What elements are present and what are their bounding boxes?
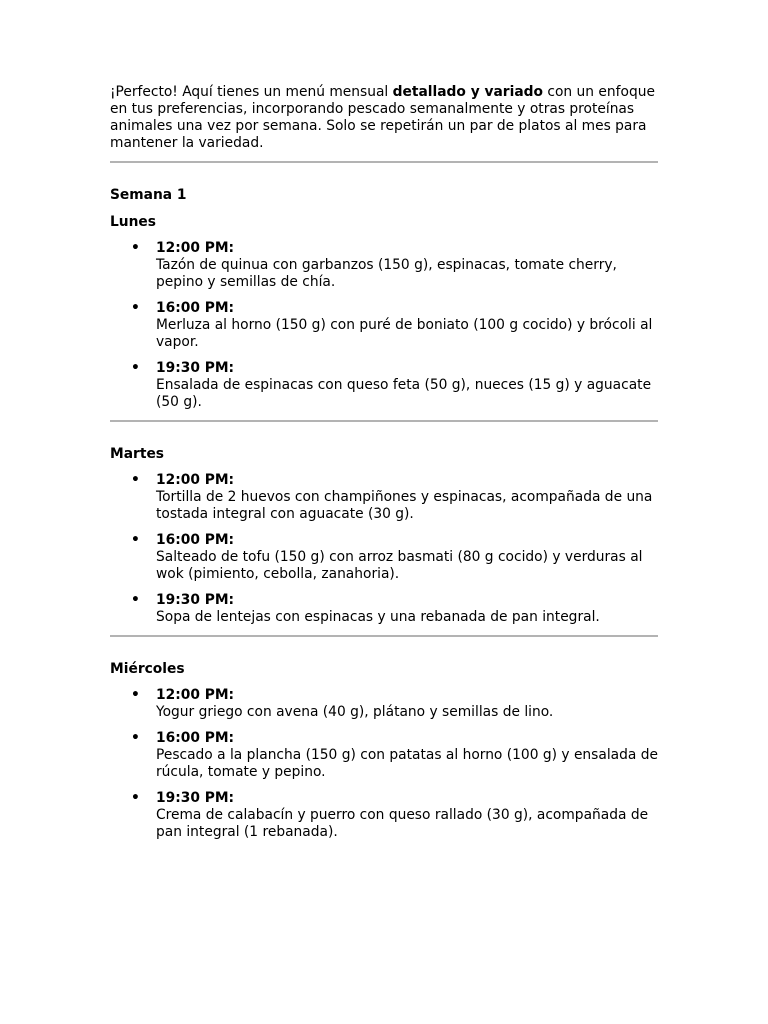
meal-time: 16:00 PM:: [156, 730, 235, 746]
divider: [110, 635, 658, 637]
meal-time: 19:30 PM:: [156, 790, 235, 806]
bullet-icon: •: [131, 687, 140, 703]
bullet-icon: •: [131, 360, 140, 376]
meal-time: 12:00 PM:: [156, 240, 235, 256]
meal-description: Tazón de quinua con garbanzos (150 g), espinacas, tomate cherry, pepino y semillas de chía.: [156, 257, 617, 290]
list-item: [110, 687, 658, 721]
bullet-icon: •: [131, 300, 140, 316]
list-item: [110, 360, 658, 411]
bullet-icon: •: [131, 532, 140, 548]
bullet-icon: •: [131, 730, 140, 746]
divider: [110, 161, 658, 163]
meal-list-martes: [110, 472, 658, 626]
intro-paragraph: [110, 84, 658, 152]
meal-time: 12:00 PM:: [156, 472, 235, 488]
divider: [110, 420, 658, 422]
meal-time: 19:30 PM:: [156, 360, 235, 376]
intro-text-end: con un enfoque en tus preferencias, incorporando pescado semanalmente y otras proteínas animales una vez por semana. Solo se repetirán un par de platos al mes para mantener la variedad.: [110, 84, 655, 151]
bullet-icon: •: [131, 240, 140, 256]
list-item: [110, 240, 658, 291]
list-item: [110, 472, 658, 523]
intro-emphasis: detallado y variado: [392, 84, 544, 100]
meal-list-lunes: [110, 240, 658, 411]
bullet-icon: •: [131, 592, 140, 608]
meal-time: 12:00 PM:: [156, 687, 235, 703]
bullet-icon: •: [131, 790, 140, 806]
meal-list-miercoles: [110, 687, 658, 841]
meal-time: 16:00 PM:: [156, 300, 235, 316]
meal-description: Yogur griego con avena (40 g), plátano y semillas de lino.: [156, 704, 554, 720]
bullet-icon: •: [131, 472, 140, 488]
meal-description: Merluza al horno (150 g) con puré de boniato (100 g cocido) y brócoli al vapor.: [156, 317, 653, 350]
intro-text: ¡Perfecto! Aquí tienes un menú mensual: [110, 84, 393, 100]
meal-description: Tortilla de 2 huevos con champiñones y espinacas, acompañada de una tostada integral con aguacate (30 g).: [156, 489, 653, 522]
list-item: [110, 592, 658, 626]
meal-description: Pescado a la plancha (150 g) con patatas al horno (100 g) y ensalada de rúcula, tomate y pepino.: [156, 747, 658, 780]
meal-description: Sopa de lentejas con espinacas y una rebanada de pan integral.: [156, 609, 600, 625]
list-item: [110, 790, 658, 841]
meal-time: 19:30 PM:: [156, 592, 235, 608]
list-item: [110, 300, 658, 351]
list-item: [110, 730, 658, 781]
week-title: Semana 1: [110, 187, 187, 203]
meal-time: 16:00 PM:: [156, 532, 235, 548]
document-page: [110, 84, 658, 841]
day-title-martes: Martes: [110, 446, 165, 462]
meal-description: Ensalada de espinacas con queso feta (50 g), nueces (15 g) y aguacate (50 g).: [156, 377, 652, 410]
meal-description: Crema de calabacín y puerro con queso rallado (30 g), acompañada de pan integral (1 rebanada).: [156, 807, 649, 840]
day-title-lunes: Lunes: [110, 214, 157, 230]
meal-description: Salteado de tofu (150 g) con arroz basmati (80 g cocido) y verduras al wok (pimiento, cebolla, zanahoria).: [156, 549, 643, 582]
list-item: [110, 532, 658, 583]
day-title-miercoles: Miércoles: [110, 661, 185, 677]
